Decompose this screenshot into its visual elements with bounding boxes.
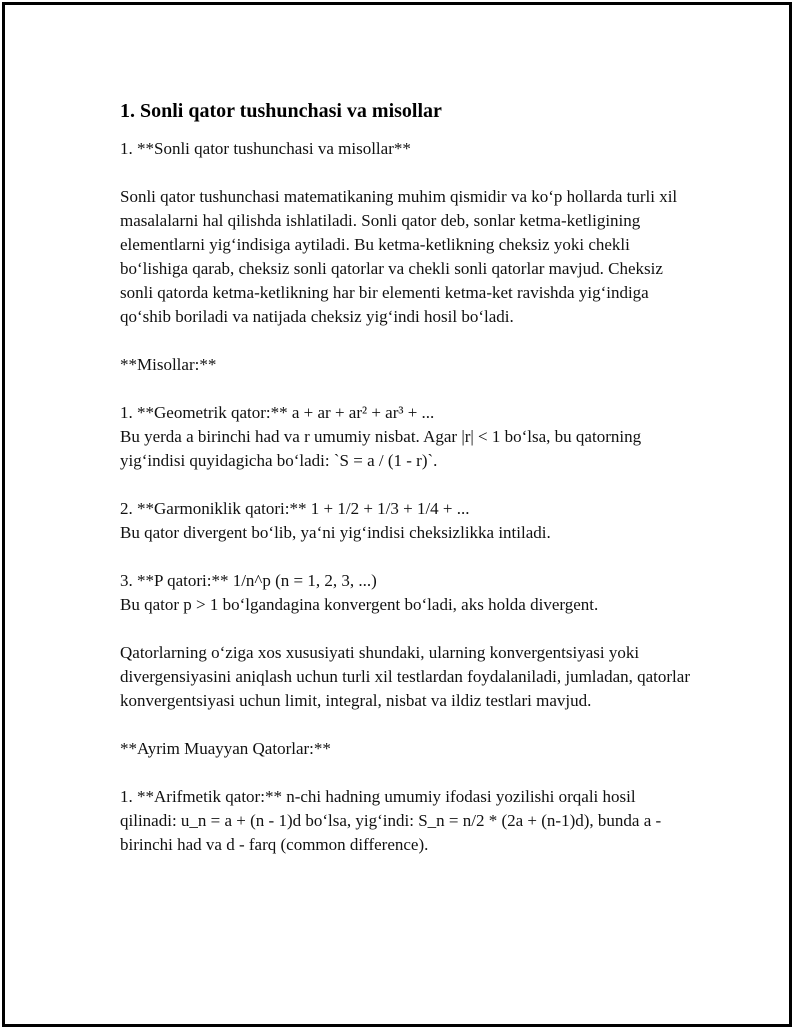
text-line: Bu yerda a birinchi had va r umumiy nisbat. Agar |r| < 1 bo‘lsa, bu qatorning yig‘indisi quyidagicha bo‘ladi: `S = a / (1 - r)`. [120, 427, 642, 470]
text-line: 2. **Garmoniklik qatori:** 1 + 1/2 + 1/3 + 1/4 + ... [120, 499, 470, 518]
paragraph-geometric-series [120, 401, 695, 473]
page-frame [2, 2, 792, 1027]
text-line: 1. **Arifmetik qator:** n-chi hadning umumiy ifodasi yozilishi orqali hosil qilinadi: u_n = a + (n - 1)d bo‘lsa, yig‘indi: S_n = n/2 * (2a + (n-1)d), bunda a - birinchi had va d - farq (common difference). [120, 787, 662, 854]
paragraph-specific-series-heading [120, 737, 695, 761]
text-line: Bu qator divergent bo‘lib, ya‘ni yig‘indisi cheksizlikka intiladi. [120, 523, 551, 542]
paragraph-harmonic-series [120, 497, 695, 545]
text-line: Sonli qator tushunchasi matematikaning muhim qismidir va ko‘p hollarda turli xil masalalarni hal qilishda ishlatiladi. Sonli qator deb, sonlar ketma-ketligining elementlarni yig‘indisiga aytiladi. Bu ketma-ketlikning cheksiz yoki chekli bo‘lishiga qarab, cheksiz sonli qatorlar va chekli sonli qatorlar mavjud. Cheksiz sonli qatorda ketma-ketlikning har bir elementi ketma-ket ravishda yig‘indiga qo‘shib boriladi va natijada cheksiz yig‘indi hosil bo‘ladi. [120, 187, 678, 326]
document-heading: 1. Sonli qator tushunchasi va misollar [120, 100, 442, 122]
text-line: 3. **P qatori:** 1/n^p (n = 1, 2, 3, ...) [120, 571, 377, 590]
text-line: 1. **Geometrik qator:** a + ar + ar² + ar³ + ... [120, 403, 435, 422]
paragraph-arithmetic-series [120, 785, 695, 857]
text-line: Qatorlarning o‘ziga xos xususiyati shundaki, ularning konvergentsiyasi yoki divergensiyasini aniqlash uchun turli xil testlardan foydalaniladi, jumladan, qatorlar konvergentsiyasi uchun limit, integral, nisbat va ildiz testlari mavjud. [120, 643, 690, 710]
paragraph-convergence-tests [120, 641, 695, 713]
paragraph-definition [120, 185, 695, 329]
paragraph-p-series [120, 569, 695, 617]
text-line: 1. **Sonli qator tushunchasi va misollar** [120, 139, 411, 158]
paragraph-intro-title [120, 137, 695, 161]
text-line: **Ayrim Muayyan Qatorlar:** [120, 739, 331, 758]
text-line: Bu qator p > 1 bo‘lgandagina konvergent bo‘ladi, aks holda divergent. [120, 595, 599, 614]
document-body [120, 97, 695, 881]
text-line: **Misollar:** [120, 355, 217, 374]
paragraph-examples-heading [120, 353, 695, 377]
